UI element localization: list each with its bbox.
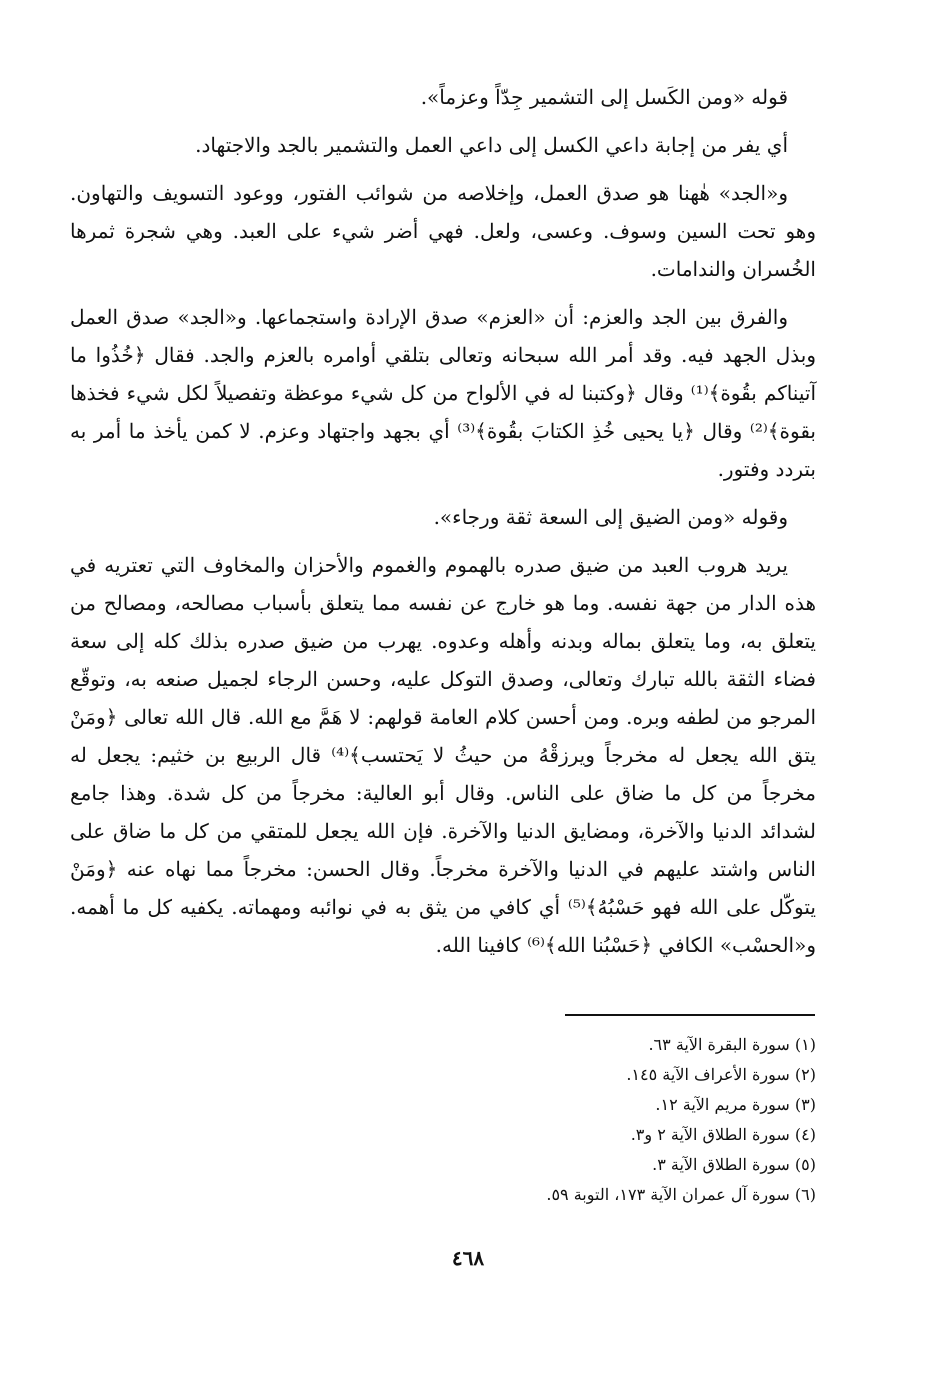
paragraph: أي يفر من إجابة داعي الكسل إلى داعي العمل والتشمير بالجد والاجتهاد. xyxy=(195,133,788,157)
paragraph: يريد هروب العبد من ضيق صدره بالهموم والغموم والأحزان والمخاوف التي تعتريه في هذه الدار من جهة نفسه. وما هو خارج عن نفسه مما يتعلق بأسباب مصالحه، ومصالح من يتعلق به، وما يتعلق بماله وبدنه وأهله وعدوه. يهرب من ضيق صدره بذلك كله إلى سعة فضاء الثقة بالله تبارك وتعالى، وصدق التوكل عليه، وحسن الرجاء لجميل صنعه به، وتوقّع المرجو من لطفه وبره. ومن أحسن كلام العامة قولهم: لا هَمَّ مع الله. قال الله تعالى ﴿ومَنْ يتق الله يجعل له مخرجاً ويرزقْهُ من حيثُ لا يَحتسب﴾⁽⁴⁾ قال الربيع بن خثيم: يجعل له مخرجاً من كل ما ضاق على الناس. وقال أبو العالية: مخرجاً من كل شدة. وهذا جامع لشدائد الدنيا والآخرة، ومضايق الدنيا والآخرة. فإن الله يجعل للمتقي من كل ما ضاق على الناس واشتد عليهم في الدنيا والآخرة مخرجاً. وقال الحسن: مخرجاً مما نهاه عنه ﴿ومَنْ يتوكّل على الله فهو حَسْبُهُ﴾⁽⁵⁾ أي كافي من يثق به في نوائبه ومهماته. يكفيه كل ما أهمه. و«الحسْب» الكافي ﴿حَسْبُنا الله﴾⁽⁶⁾ كافينا الله. xyxy=(70,553,817,957)
footnote-item: (٤) سورة الطلاق الآية ٢ و٣. xyxy=(630,1125,816,1144)
paragraph: والفرق بين الجد والعزم: أن «العزم» صدق الإرادة واستجماعها. و«الجد» صدق العمل وبذل الجهد فيه. وقد أمر الله سبحانه وتعالى بتلقي أوامره بالعزم والجد. فقال ﴿خُذُوا ما آتيناكم بقُوة﴾⁽¹⁾ وقال ﴿وكتبنا له في الألواح من كل شيء موعظة وتفصيلاً لكل شيء فخذها بقوة﴾⁽²⁾ وقال ﴿يا يحيى خُذِ الكتابَ بقُوة﴾⁽³⁾ أي بجهد واجتهاد وعزم. لا كمن يأخذ ما أمر به بتردد وفتور. xyxy=(70,305,817,481)
main-text xyxy=(70,78,816,974)
footnotes xyxy=(396,1030,816,1210)
footnote-item: (٢) سورة الأعراف الآية ١٤٥. xyxy=(626,1065,816,1084)
footnote-item: (٦) سورة آل عمران الآية ١٧٣، التوبة ٥٩. xyxy=(546,1185,816,1204)
footnote-divider xyxy=(565,1014,815,1016)
footnote-item: (٥) سورة الطلاق الآية ٣. xyxy=(652,1155,816,1174)
paragraph-heading-2: وقوله «ومن الضيق إلى السعة ثقة ورجاء». xyxy=(433,505,788,529)
footnote-item: (٣) سورة مريم الآية ١٢. xyxy=(655,1095,816,1114)
paragraph: و«الجد» هٰهنا هو صدق العمل، وإخلاصه من شوائب الفتور، ووعود التسويف والتهاون. وهو تحت السين وسوف. وعسى، ولعل. فهي أضر شيء على العبد. وهي شجرة ثمرها الخُسران والندامات. xyxy=(70,181,816,281)
paragraph-heading-1: قوله «ومن الكَسل إلى التشمير جِدّاً وعزماً». xyxy=(420,85,788,109)
footnote-item: (١) سورة البقرة الآية ٦٣. xyxy=(648,1035,816,1054)
page-number: ٤٦٨ xyxy=(451,1246,485,1270)
